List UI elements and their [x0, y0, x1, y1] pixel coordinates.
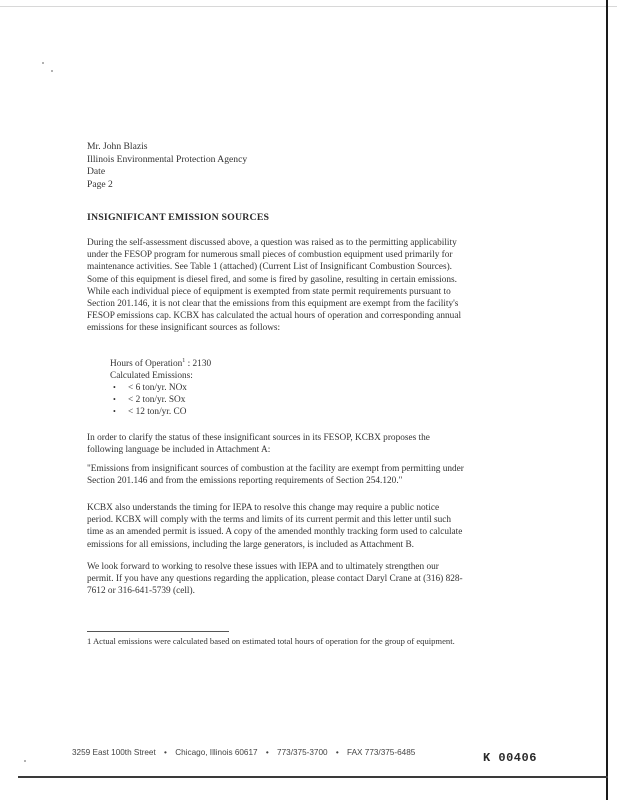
letter-date: Date: [87, 166, 106, 178]
paragraph-closing: We look forward to working to resolve these issues with IEPA and to ultimately strengthen our permit. If you have any questions regarding the application, please contact Daryl Crane at (316) 828-7612 or 316-641-5739 (cell).: [87, 562, 463, 597]
recipient-agency: Illinois Environmental Protection Agency: [87, 153, 248, 165]
recipient-name: Mr. John Blazis: [87, 141, 148, 152]
hours-label: Hours of Operation: [110, 359, 183, 370]
emissions-list: [110, 382, 211, 418]
scan-edge-right: [606, 0, 608, 800]
footer-fax: FAX 773/375-6485: [347, 748, 416, 757]
paragraph-timing: KCBX also understands the timing for IEPA to resolve this change may require a public notice period. KCBX will comply with the terms and limits of its current permit and this letter until such time as an amended permit is issued. A copy of the amended monthly tracking form used to calculate emissions for all emissions, including the large generators, is included as Attachment B.: [87, 503, 463, 550]
footnote: 1 Actual emissions were calculated based on estimated total hours of operation for the group of equipment.: [87, 636, 455, 646]
page-number: Page 2: [87, 178, 113, 190]
recipient-block: [87, 141, 247, 191]
scan-edge-bottom: [18, 776, 608, 778]
footnote-ref: 1: [182, 358, 186, 364]
emissions-summary: [110, 355, 211, 418]
section-heading: INSIGNIFICANT EMISSION SOURCES: [87, 212, 270, 223]
footer-separator: •: [335, 748, 339, 757]
emission-item-nox: • < 6 ton/yr. NOx: [110, 382, 211, 394]
footer-separator: •: [265, 748, 269, 757]
scan-speck: [24, 760, 26, 762]
footer-city: Chicago, Illinois 60617: [175, 748, 258, 757]
footer-separator: •: [164, 748, 167, 757]
scan-edge-top: [0, 6, 617, 7]
footer-phone: 773/375-3700: [277, 748, 328, 757]
calculated-emissions-label: Calculated Emissions:: [110, 371, 193, 382]
hours-of-operation-row: [110, 355, 211, 370]
paragraph-self-assessment: During the self-assessment discussed above, a question was raised as to the permitting applicability under the FESOP program for numerous small pieces of combustion equipment used primarily for maintenance activities. See Table 1 (attached) (Current List of Insignificant Combustion Sources). Some of this equipment is diesel fired, and some is fired by gasoline, resulting in certain emissions. While each individual piece of equipment is exempted from state permit requirements pursuant to Section 201.146, it is not clear that the emissions from this equipment are exempt from the facility's FESOP emissions cap. KCBX has calculated the actual hours of operation and corresponding annual emissions for these insignificant sources as follows:: [87, 238, 462, 334]
hours-value: : 2130: [187, 359, 212, 370]
emission-item-sox: • < 2 ton/yr. SOx: [110, 394, 211, 406]
footer-street: 3259 East 100th Street: [72, 748, 156, 757]
scan-speck: [42, 62, 44, 64]
footnote-divider: [87, 631, 229, 632]
paragraph-clarify: In order to clarify the status of these insignificant sources in its FESOP, KCBX proposes the following language be included in Attachment A:: [87, 433, 430, 456]
scan-speck: [51, 70, 53, 72]
emission-item-co: • < 12 ton/yr. CO: [110, 406, 211, 418]
bates-number: K 00406: [483, 751, 537, 765]
paragraph-proposed-language: "Emissions from insignificant sources of combustion at the facility are exempt from permitting under Section 201.146 and from the emissions reporting requirements of Section 254.120.": [87, 464, 464, 487]
footer-address: [72, 748, 415, 757]
